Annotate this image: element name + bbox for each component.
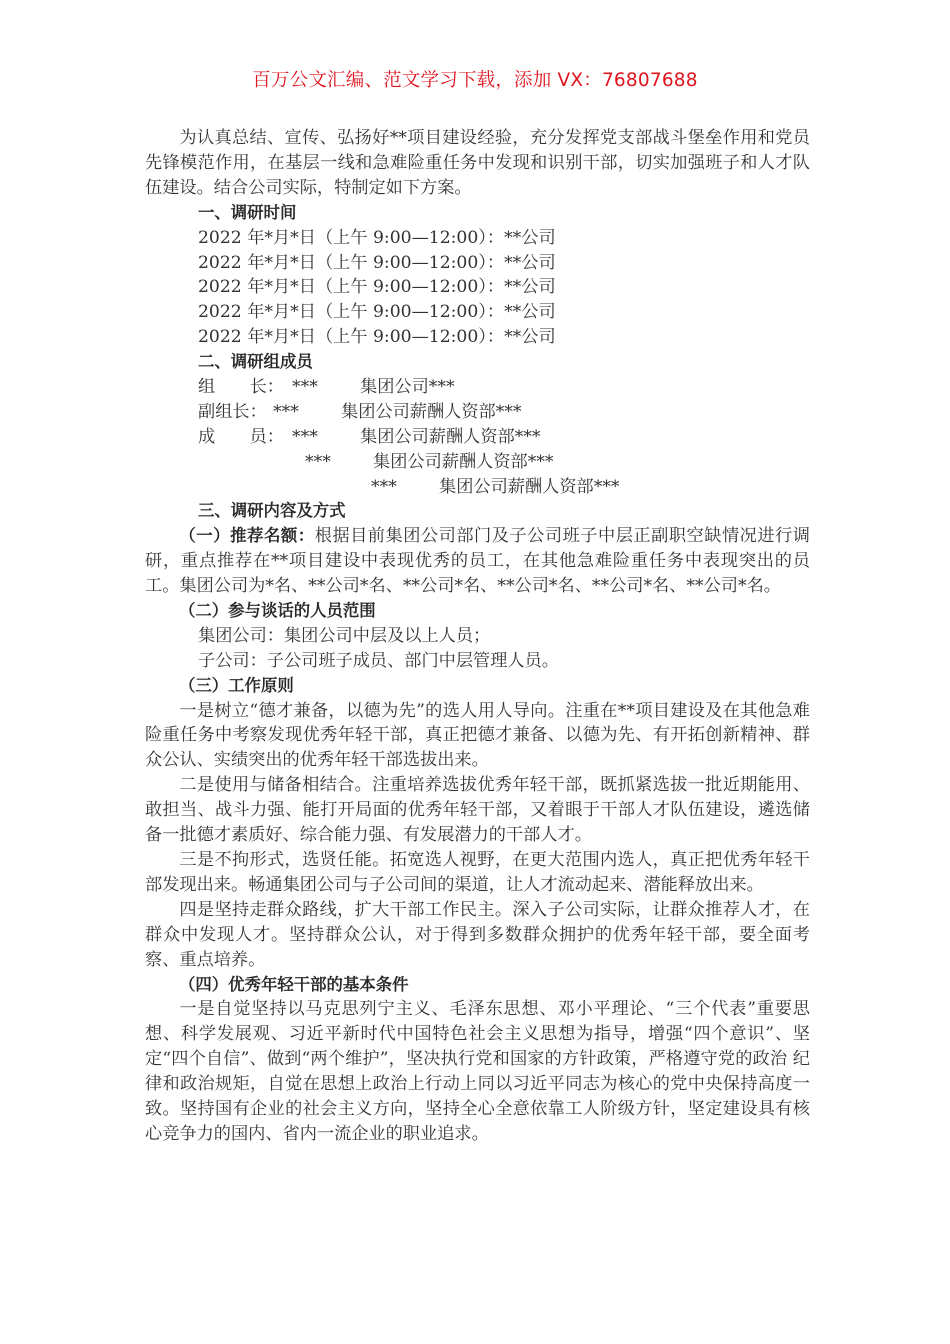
schedule-item: 2022 年*月*日（上午 9:00—12:00）：**公司 — [198, 227, 556, 248]
quota-label: （一）推荐名额： — [179, 526, 315, 546]
section-heading-schedule: 一、调研时间 — [198, 202, 297, 222]
member-row — [145, 400, 810, 425]
member-row — [145, 425, 810, 450]
principle-paragraph: 一是树立“德才兼备，以德为先”的选人用人导向。注重在**项目建设及在其他急难险重任务中考察发现优秀年轻干部，真正把德才兼备、以德为先、有开拓创新精神、群众公认、实绩突出的优秀年轻干部选拔出来。 — [145, 700, 810, 771]
member-name: *** — [371, 476, 397, 497]
section-heading-content: 三、调研内容及方式 — [198, 501, 346, 521]
member-role: 副组长： — [198, 401, 267, 422]
schedule-item: 2022 年*月*日（上午 9:00—12:00）：**公司 — [198, 327, 556, 348]
member-row — [145, 450, 810, 475]
member-name: *** — [305, 451, 331, 472]
document-page — [145, 126, 810, 1147]
quota-text: 根据目前集团公司部门及子公司班子中层正副职空缺情况进行调研，重点推荐在**项目建设中表现优秀的员工，在其他急难险重任务中表现突出的员工。集团公司为*名、**公司*名、**公司*名、**公司*名、**公司*名、**公司*名。 — [145, 526, 810, 597]
scope-line: 集团公司：集团公司中层及以上人员； — [198, 625, 491, 646]
quota-paragraph — [145, 524, 810, 599]
schedule-item: 2022 年*月*日（上午 9:00—12:00）：**公司 — [198, 277, 556, 298]
member-role: 组 长： — [198, 376, 284, 397]
member-row — [145, 375, 810, 400]
subheading-interview-scope: （二）参与谈话的人员范围 — [179, 601, 376, 621]
condition-paragraph: 一是自觉坚持以马克思列宁主义、毛泽东思想、邓小平理论、“三个代表”重要思想、科学发展观、习近平新时代中国特色社会主义思想为指导，增强“四个意识”、坚定“四个自信”、做到“两个维护”，坚决执行党和国家的方针政策，严格遵守党的政治 纪律和政治规矩，自觉在思想上政治上行动上同以习近平同志为核心的党中央保持高度一致。坚持国有企业的社会主义方向，坚持全心全意依靠工人阶级方针，坚定建设具有核心竞争力的国内、省内一流企业的职业追求。 — [145, 999, 810, 1144]
principle-paragraph: 二是使用与储备相结合。注重培养选拔优秀年轻干部，既抓紧选拔一批近期能用、敢担当、战斗力强、能打开局面的优秀年轻干部，又着眼于干部人才队伍建设，遴选储备一批德才素质好、综合能力强、有发展潜力的干部人才。 — [145, 775, 810, 846]
principle-paragraph: 四是坚持走群众路线，扩大干部工作民主。深入子公司实际，让群众推荐人才，在群众中发现人才。坚持群众公认，对于得到多数群众拥护的优秀年轻干部，要全面考察、重点培养。 — [145, 899, 810, 970]
member-dept: 集团公司薪酬人资部*** — [439, 476, 620, 497]
section-heading-members: 二、调研组成员 — [198, 352, 313, 372]
member-dept: 集团公司*** — [360, 376, 455, 397]
principle-paragraph: 三是不拘形式，选贤任能。拓宽选人视野，在更大范围内选人，真正把优秀年轻干部发现出来。畅通集团公司与子公司间的渠道，让人才流动起来、潜能释放出来。 — [145, 850, 810, 895]
watermark-header: 百万公文汇编、范文学习下载，添加 VX：76807688 — [252, 70, 698, 91]
member-role: 成 员： — [198, 426, 284, 447]
member-name: *** — [292, 426, 318, 447]
member-dept: 集团公司薪酬人资部*** — [360, 426, 541, 447]
member-name: *** — [292, 376, 318, 397]
scope-line: 子公司：子公司班子成员、部门中层管理人员。 — [198, 650, 559, 671]
schedule-item: 2022 年*月*日（上午 9:00—12:00）：**公司 — [198, 302, 556, 323]
schedule-item: 2022 年*月*日（上午 9:00—12:00）：**公司 — [198, 252, 556, 273]
member-dept: 集团公司薪酬人资部*** — [373, 451, 554, 472]
member-row — [145, 475, 810, 500]
subheading-basic-conditions: （四）优秀年轻干部的基本条件 — [179, 974, 409, 994]
member-name: *** — [273, 401, 299, 422]
intro-paragraph: 为认真总结、宣传、弘扬好**项目建设经验，充分发挥党支部战斗堡垒作用和党员先锋模范作用，在基层一线和急难险重任务中发现和识别干部，切实加强班子和人才队伍建设。结合公司实际，特制定如下方案。 — [145, 128, 810, 198]
subheading-principles: （三）工作原则 — [179, 675, 294, 695]
member-dept: 集团公司薪酬人资部*** — [341, 401, 522, 422]
